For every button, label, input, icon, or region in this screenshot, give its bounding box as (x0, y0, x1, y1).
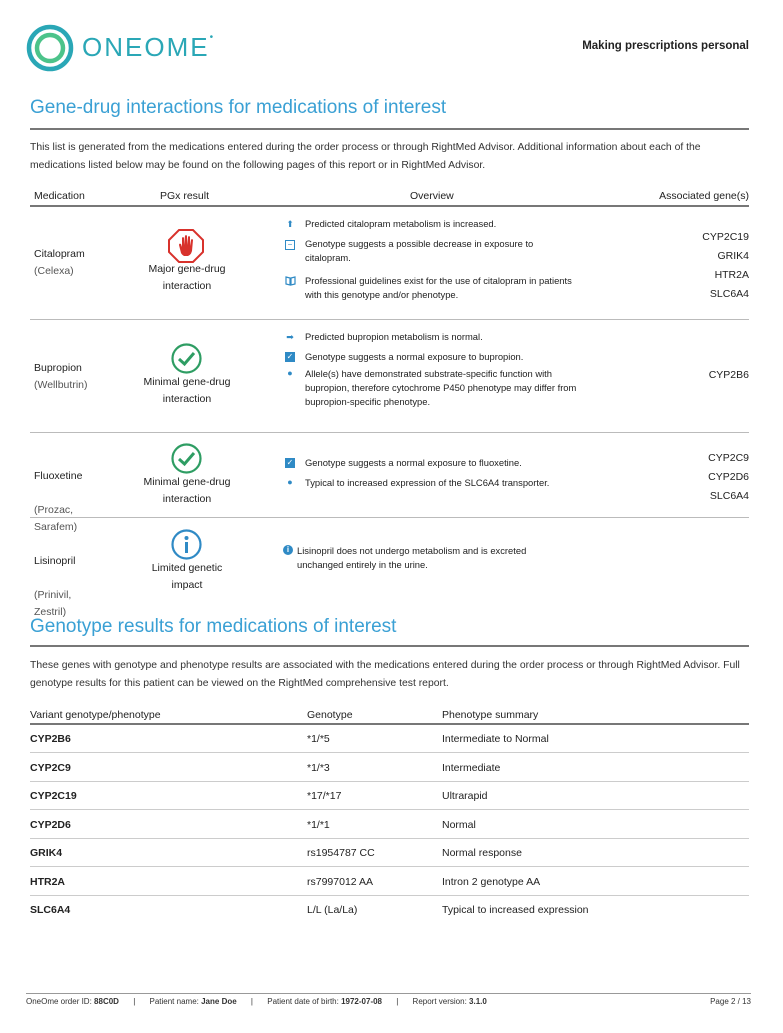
patient-dob: 1972-07-08 (341, 997, 382, 1006)
pgx-result-label: Major gene-drug interaction (148, 263, 226, 292)
gene-cell: CYP2C9 (30, 762, 71, 774)
col-variant: Variant genotype/phenotype (30, 709, 161, 721)
col-pgx-result: PGx result (160, 190, 210, 202)
dob-label: Patient date of birth: (267, 997, 339, 1006)
phenotype-cell: Intron 2 genotype AA (442, 876, 541, 888)
order-id: 88C0D (94, 997, 119, 1006)
genotype-cell: *1/*3 (307, 762, 330, 774)
medication-name: Lisinopril (Prinivil, Zestril) (34, 555, 76, 618)
overview-item: Genotype suggests a possible decrease in exposure to citalopram. (305, 238, 534, 263)
table-row (30, 810, 749, 839)
overview-item: Genotype suggests a normal exposure to bupropion. (305, 351, 524, 362)
checkbox-icon: ✓ (286, 458, 294, 467)
medication-name: Fluoxetine (Prozac, Sarafem) (34, 470, 83, 533)
col-associated-genes: Associated gene(s) (659, 190, 749, 202)
page-footer: OneOme order ID: 88C0D | Patient name: Jane Doe | Patient date of birth: 1972-07-08 | Report version: 3.1.0 Page 2 / 13 (26, 997, 751, 1006)
col-overview: Overview (410, 190, 454, 202)
phenotype-cell: Normal (442, 819, 476, 831)
divider (30, 645, 749, 647)
order-id-label: OneOme order ID: (26, 997, 92, 1006)
gene-cell: CYP2B6 (30, 733, 71, 745)
patient-name-label: Patient name: (149, 997, 199, 1006)
overview-item: Professional guidelines exist for the use of citalopram in patients with this genotype and/or phenotype. (305, 275, 572, 300)
overview-item: Predicted citalopram metabolism is increased. (305, 218, 497, 229)
report-version: 3.1.0 (469, 997, 487, 1006)
checkbox-icon: ✓ (286, 352, 294, 361)
gene-cell: GRIK4 (30, 847, 63, 859)
table-row (30, 867, 749, 896)
phenotype-cell: Normal response (442, 847, 522, 859)
arrow-up-icon: ⬆ (286, 219, 294, 229)
overview-list (285, 456, 595, 493)
row-divider (30, 432, 749, 433)
genotype-cell: *1/*1 (307, 819, 330, 831)
section-title-genotype: Genotype results for medications of interest (30, 616, 397, 637)
book-icon (285, 276, 295, 286)
oneome-logo-mark-icon (26, 24, 74, 72)
overview-list (285, 217, 585, 304)
pgx-result-label: Minimal gene-drug interaction (143, 376, 231, 405)
col-phenotype: Phenotype summary (442, 709, 539, 721)
associated-genes: CYP2C9 CYP2D6 SLC6A4 (708, 452, 749, 502)
phenotype-cell: Ultrarapid (442, 790, 488, 802)
section-title-gene-drug: Gene-drug interactions for medications of interest (30, 97, 447, 118)
oneome-logo (26, 24, 74, 77)
info-icon: i (283, 545, 293, 555)
brand-name: ONEOME• (82, 32, 216, 62)
phenotype-cell: Typical to increased expression (442, 904, 589, 916)
divider (30, 128, 749, 130)
medication-name: Bupropion (Wellbutrin) (34, 362, 88, 391)
overview-item: Allele(s) have demonstrated substrate-specific function with bupropion, therefore cytochrome P450 phenotype may differ from bupropion-specific phenotype. (305, 368, 577, 407)
overview-item: Genotype suggests a normal exposure to fluoxetine. (305, 457, 522, 468)
row-divider (30, 319, 749, 320)
patient-name: Jane Doe (201, 997, 237, 1006)
arrow-right-icon: ➡ (286, 332, 294, 342)
section-intro: These genes with genotype and phenotype results are associated with the medications entered during the order process or through RightMed Advisor. Full genotype results for this patient can be viewed on the RightMed comprehensive test report. (30, 660, 740, 689)
gene-cell: SLC6A4 (30, 904, 71, 916)
tagline: Making prescriptions personal (582, 40, 749, 52)
table-row (30, 895, 749, 923)
associated-genes: CYP2B6 (708, 369, 749, 381)
gene-cell: HTR2A (30, 876, 66, 888)
table-row (30, 838, 749, 867)
minus-box-icon: − (285, 240, 295, 250)
table-row (30, 753, 749, 782)
medication-name: Citalopram (Celexa) (34, 248, 85, 277)
overview-item: Lisinopril does not undergo metabolism and is excreted unchanged entirely in the urine. (297, 545, 527, 570)
gene-cell: CYP2D6 (30, 819, 71, 831)
row-divider (30, 517, 749, 518)
col-genotype: Genotype (307, 709, 353, 721)
associated-genes: CYP2C19 GRIK4 HTR2A SLC6A4 (702, 231, 749, 300)
genotype-cell: rs7997012 AA (307, 876, 373, 888)
overview-item: Predicted bupropion metabolism is normal. (305, 331, 483, 342)
phenotype-cell: Intermediate (442, 762, 501, 774)
report-version-label: Report version: (412, 997, 467, 1006)
table-row (30, 724, 749, 753)
overview-item: Typical to increased expression of the SLC6A4 transporter. (305, 477, 550, 488)
table-row (30, 781, 749, 810)
genotype-cell: rs1954787 CC (307, 847, 375, 859)
section-intro: This list is generated from the medications entered during the order process or through RightMed Advisor. Additional information about each of the medications listed below may be found on the following pages of this report or in RightMed Advisor. (30, 142, 701, 171)
overview-list (285, 330, 595, 413)
footer-rule (26, 993, 751, 994)
pgx-result-label: Limited genetic impact (151, 562, 223, 591)
dot-icon: ● (287, 477, 293, 487)
genotype-cell: *17/*17 (307, 790, 342, 802)
table-header-rule (30, 205, 749, 207)
page-number: Page 2 / 13 (710, 997, 751, 1006)
genotype-cell: *1/*5 (307, 733, 330, 745)
dot-icon: ● (287, 368, 293, 378)
col-medication: Medication (34, 190, 85, 202)
pgx-result-label: Minimal gene-drug interaction (143, 476, 231, 505)
gene-cell: CYP2C19 (30, 790, 77, 802)
genotype-cell: L/L (La/La) (307, 904, 358, 916)
phenotype-cell: Intermediate to Normal (442, 733, 549, 745)
